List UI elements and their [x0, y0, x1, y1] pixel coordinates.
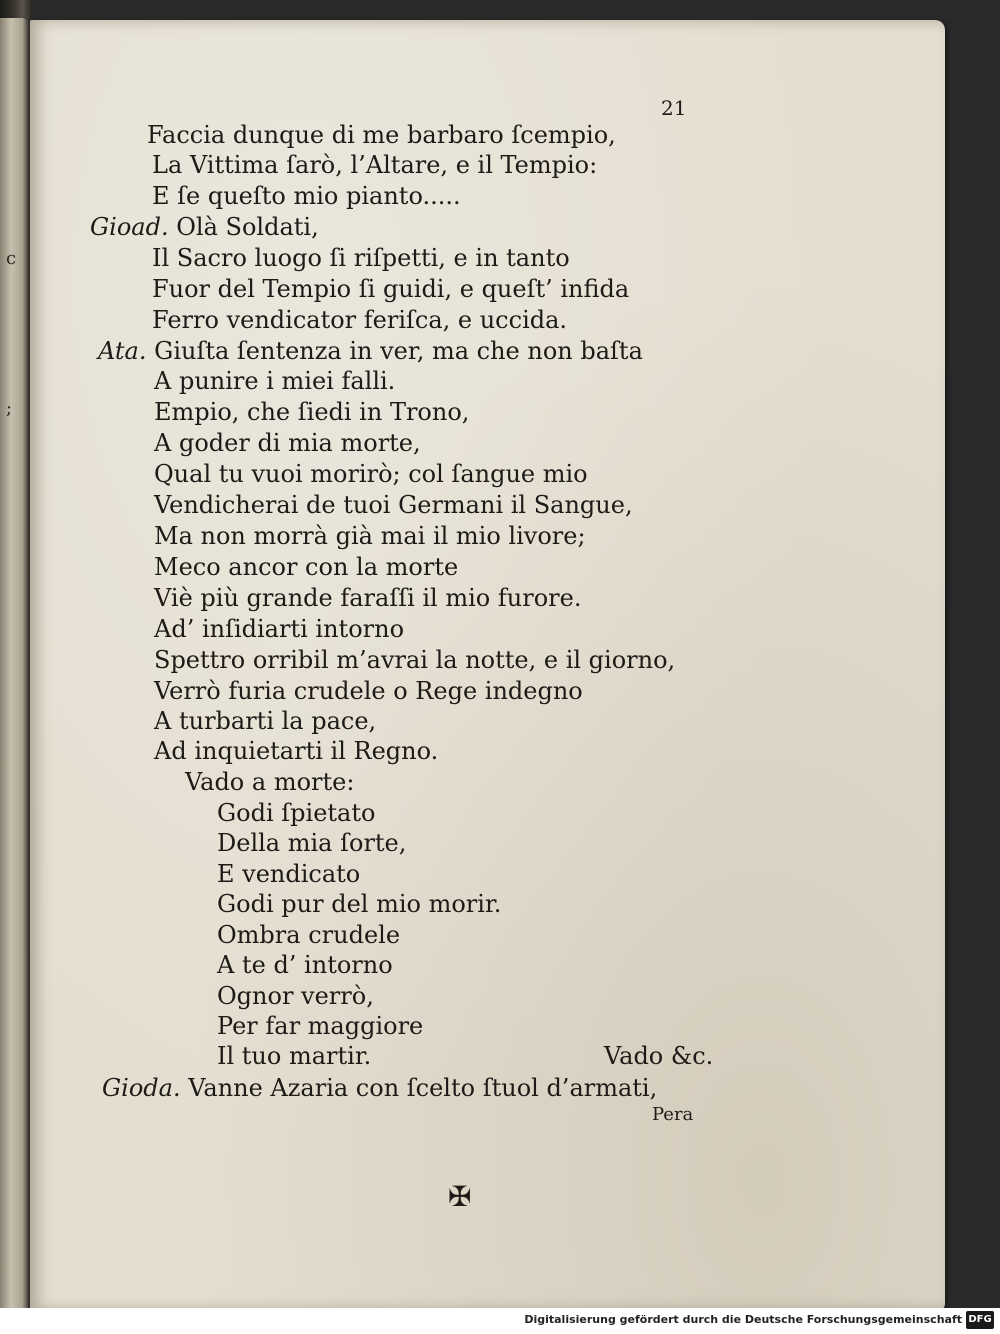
- verse-line: Vendicherai de tuoi Germani il Sangue,: [154, 491, 633, 519]
- facing-page-mark: c: [6, 248, 17, 269]
- verse-line: Spettro orribil m’avrai la notte, e il giorno,: [154, 646, 676, 674]
- verse-line: Verrò furia crudele o Rege indegno: [154, 677, 583, 705]
- dfg-logo: DFG: [966, 1311, 994, 1329]
- verse-line: A punire i miei falli.: [154, 367, 396, 395]
- aria-line: Godi ſpietato: [217, 799, 376, 827]
- book-page: [30, 20, 945, 1310]
- verse-line: Gioda. Vanne Azaria con ſcelto ſtuol d’armati,: [102, 1074, 658, 1102]
- facing-page-edge: [0, 18, 28, 1318]
- aria-line: Il tuo martir.: [217, 1042, 372, 1070]
- verse-line: A goder di mia morte,: [154, 429, 421, 457]
- verse-line: Ad’ inſidiarti intorno: [154, 615, 405, 643]
- aria-line: Godi pur del mio morir.: [217, 890, 502, 918]
- aria-line: A te d’ intorno: [217, 951, 393, 979]
- aria-repeat-mark: Vado &c.: [604, 1042, 714, 1070]
- verse-line: Gioad. Olà Soldati,: [90, 213, 319, 241]
- verse-line: Ma non morrà già mai il mio livore;: [154, 522, 586, 550]
- speaker-label: Ata.: [98, 337, 147, 365]
- digitization-footer: [0, 1308, 1000, 1334]
- verse-line: Qual tu vuoi morirò; col ſangue mio: [154, 460, 588, 488]
- verse-line: A turbarti la pace,: [154, 707, 377, 735]
- verse-line: Il Sacro luogo ſi riſpetti, e in tanto: [152, 244, 570, 272]
- aria-line: E vendicato: [217, 860, 361, 888]
- aria-line: Della mia ſorte,: [217, 829, 407, 857]
- verse-line: Ad inquietarti il Regno.: [154, 737, 439, 765]
- verse-line: Fuor del Tempio ſi guidi, e queſt’ infida: [152, 275, 630, 303]
- speaker-label: Gioad.: [90, 213, 169, 241]
- verse-line: Empio, che ſiedi in Trono,: [154, 398, 470, 426]
- aria-line: Ognor verrò,: [217, 982, 374, 1010]
- verse-line: Ata. Giuſta ſentenza in ver, ma che non baſta: [98, 337, 643, 365]
- facing-page-mark: ;: [6, 398, 13, 419]
- aria-line: Per far maggiore: [217, 1012, 424, 1040]
- aria-line: Ombra crudele: [217, 921, 401, 949]
- page-number: 21: [661, 96, 687, 120]
- page-text: [30, 20, 945, 1310]
- speaker-label: Gioda.: [102, 1074, 181, 1102]
- verse-line: Meco ancor con la morte: [154, 553, 459, 581]
- verse-line: E ſe queſto mio pianto.....: [152, 182, 461, 210]
- aria-line: Vado a morte:: [185, 768, 355, 796]
- verse-line: Faccia dunque di me barbaro ſcempio,: [147, 121, 616, 149]
- verse-line: Viè più grande faraſſi il mio furore.: [154, 584, 582, 612]
- verse-line: La Vittima ſarò, l’Altare, e il Tempio:: [152, 151, 598, 179]
- verse-line: Ferro vendicator feriſca, e uccida.: [152, 306, 568, 334]
- printer-mark: ✠: [448, 1180, 472, 1213]
- catchword: Pera: [652, 1104, 694, 1125]
- footer-credit: Digitalisierung gefördert durch die Deutsche Forschungsgemeinschaft: [524, 1313, 962, 1326]
